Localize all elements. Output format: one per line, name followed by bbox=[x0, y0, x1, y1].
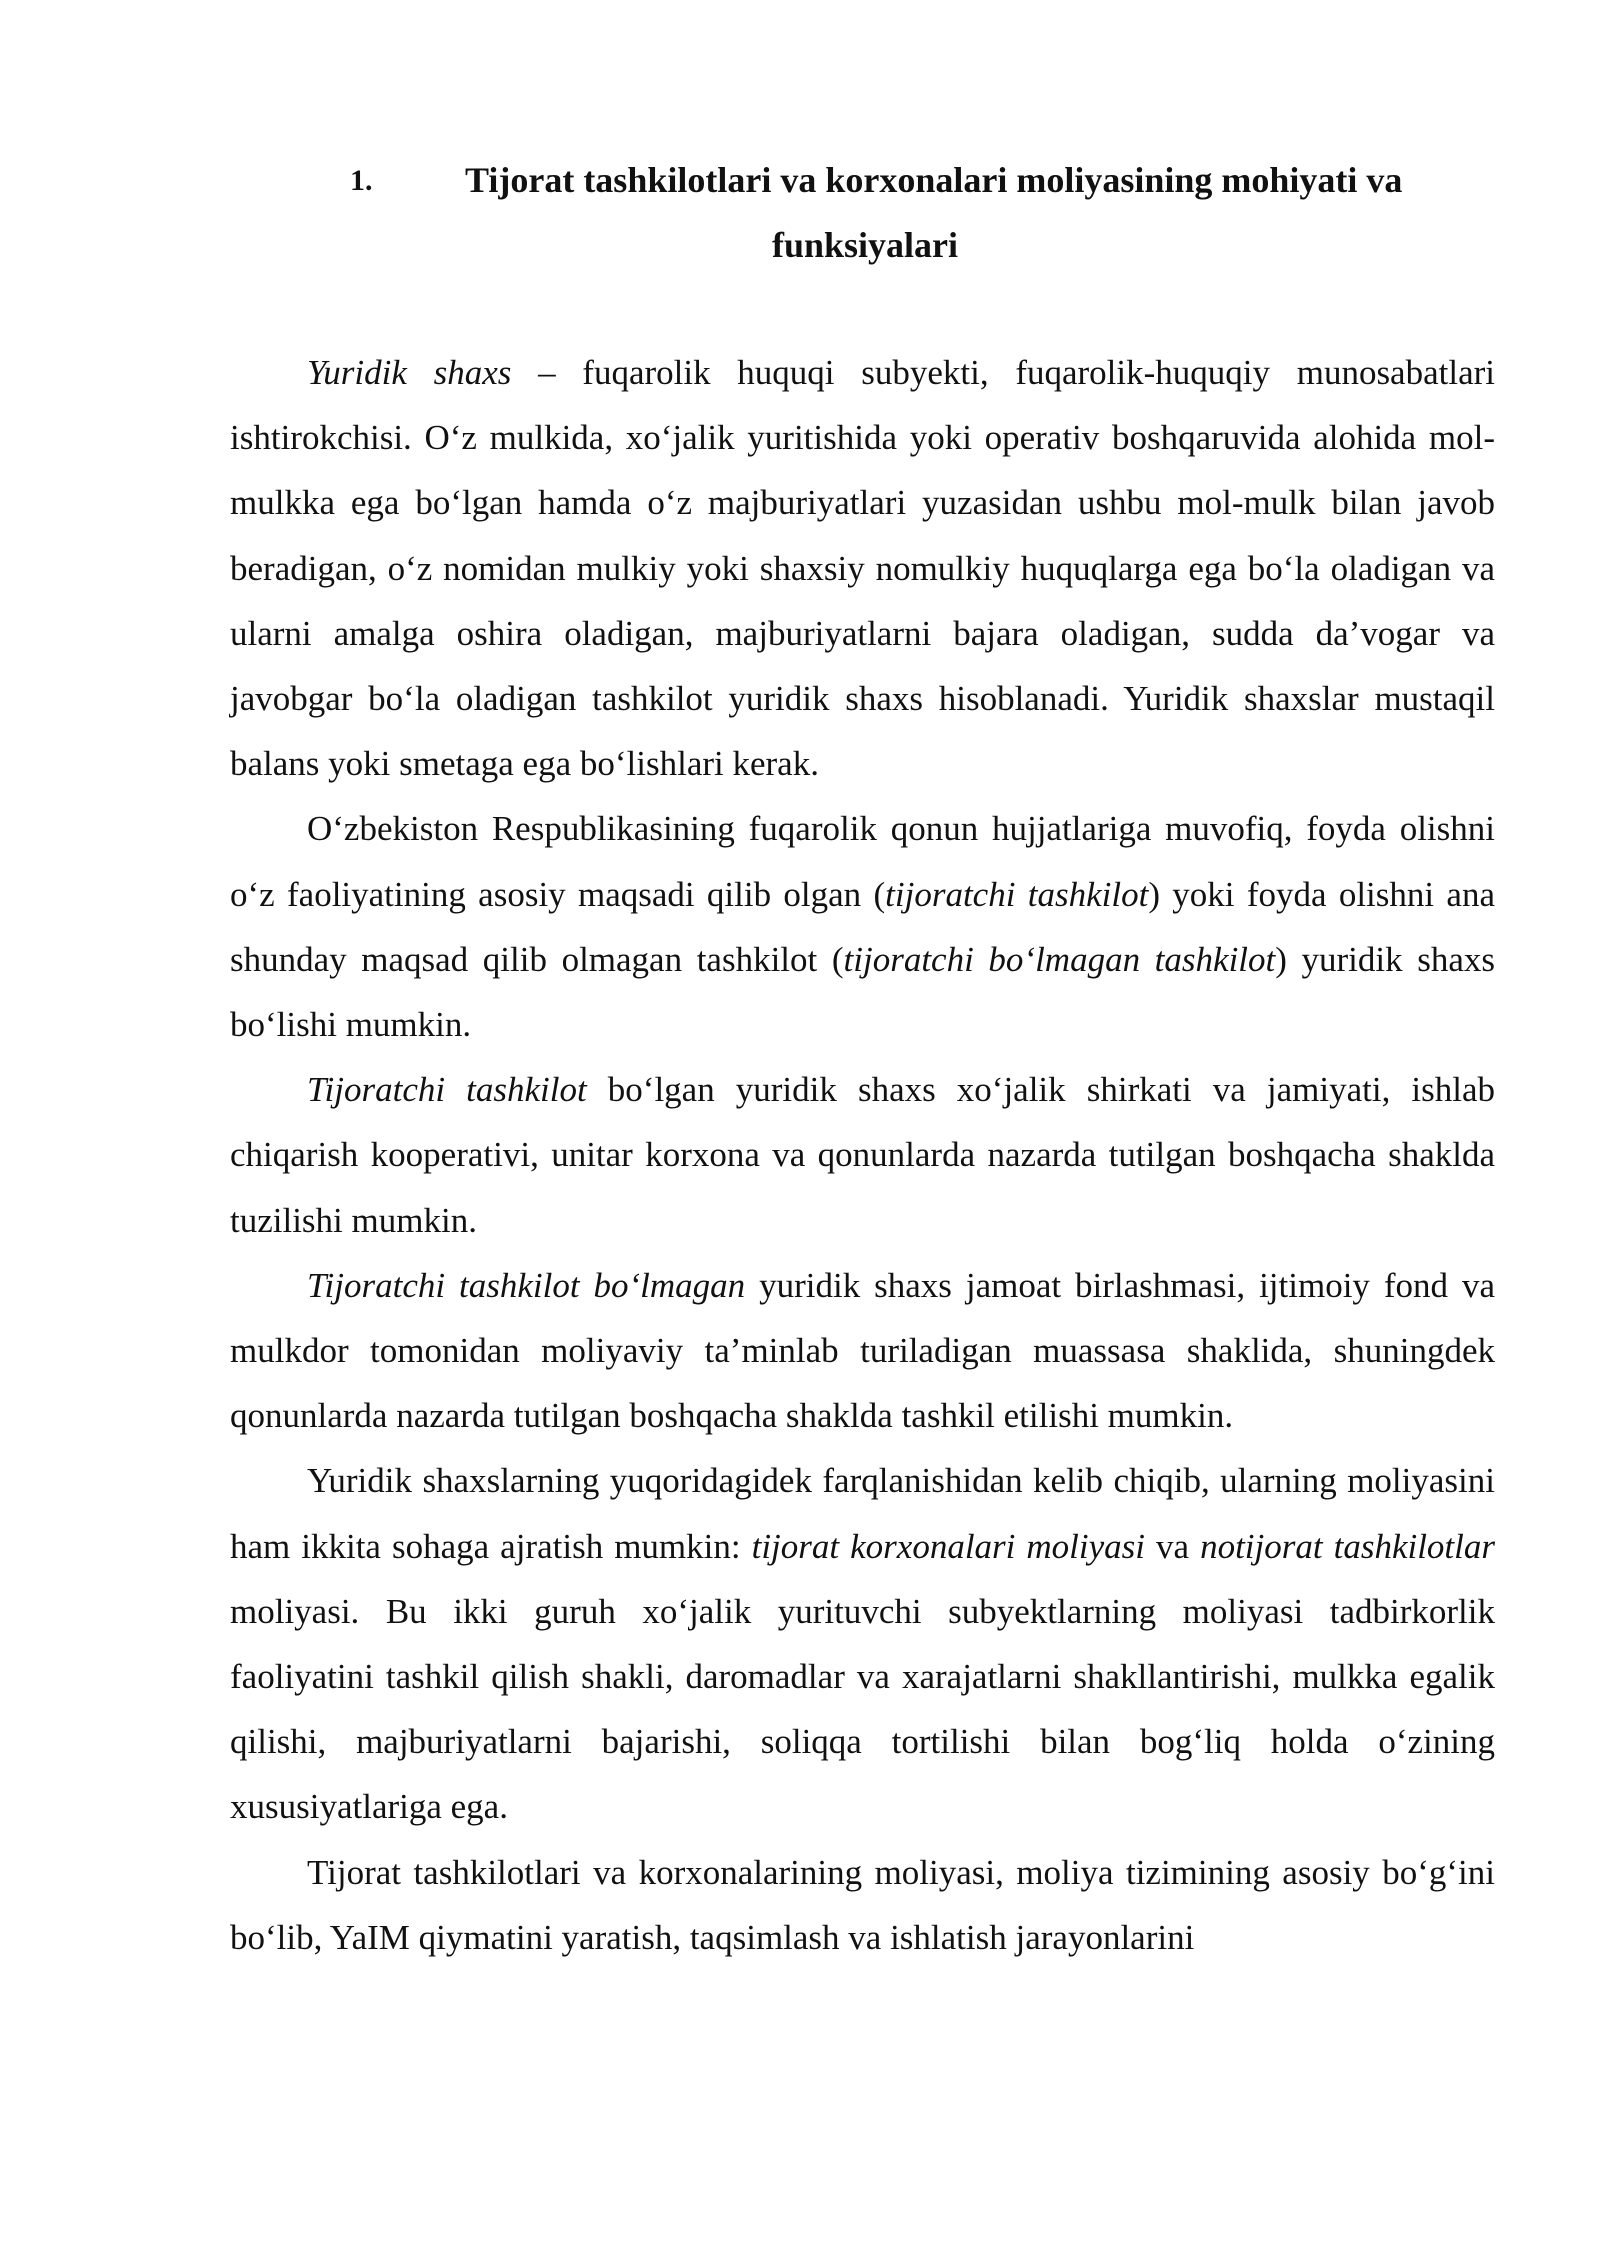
paragraph-text: ) yoki foyda olishni ana shunday maqsad qilib olmagan tashkilot ( bbox=[230, 874, 1496, 979]
paragraph-text: O‘zbekiston Respublikasining fuqarolik qonun hujjatlariga muvofiq, foyda olishni o‘z faoliyatining asosiy maqsadi qilib olgan ( bbox=[230, 809, 1495, 914]
paragraph-text: moliyasi. Bu ikki guruh xo‘jalik yurituvchi subyektlarning moliyasi tadbirkorlik faoliyatini tashkil qilish shakli, daromadlar va xarajatlarni shakllantirishi, mulkka egalik qilishi, majburiyatlarni bajarishi, soliqqa tortilishi bilan bog‘liq holda o‘zining xususiyatlariga ega. bbox=[230, 1591, 1495, 1827]
italic-term: Tijoratchi tashkilot bo‘lmagan bbox=[307, 1265, 746, 1305]
paragraph-5 bbox=[230, 1448, 1495, 1839]
paragraph-text: va bbox=[1145, 1526, 1201, 1566]
paragraph-3 bbox=[230, 1057, 1495, 1253]
italic-term: notijorat tashkilotlar bbox=[1200, 1526, 1495, 1566]
italic-term: Yuridik shaxs bbox=[307, 353, 512, 392]
paragraph-text: Tijorat tashkilotlari va korxonalarining moliyasi, moliya tizimining asosiy bo‘g‘ini bo‘lib, YaIM qiymatini yaratish, taqsimlash va ishlatish jarayonlarini bbox=[230, 1852, 1495, 1957]
italic-term: Tijoratchi tashkilot bbox=[307, 1070, 587, 1110]
paragraph-2 bbox=[230, 796, 1495, 1057]
section-number: 1. bbox=[350, 164, 373, 197]
section-title-line-2: funksiyalari bbox=[771, 225, 959, 265]
paragraph-text: bo‘lgan yuridik shaxs xo‘jalik shirkati va jamiyati, ishlab chiqarish kooperativi, unitar korxona va qonunlarda nazarda tutilgan boshqacha shaklda tuzilishi mumkin. bbox=[230, 1070, 1496, 1240]
italic-term: tijoratchi bo‘lmagan tashkilot bbox=[843, 939, 1276, 979]
body-text bbox=[230, 340, 1495, 1970]
paragraph-text: yuridik shaxs jamoat birlashmasi, ijtimoiy fond va mulkdor tomonidan moliyaviy ta’minlab turiladigan muassasa shaklida, shuningdek qonunlarda nazarda tutilgan boshqacha shaklda tashkil etilishi mumkin. bbox=[230, 1265, 1495, 1436]
paragraph-4 bbox=[230, 1253, 1495, 1449]
italic-term: tijorat korxonalari moliyasi bbox=[751, 1526, 1146, 1566]
paragraph-text: Yuridik shaxslarning yuqoridagidek farqlanishidan kelib chiqib, ularning moliyasini ham ikkita sohaga ajratish mumkin: bbox=[230, 1461, 1495, 1566]
italic-term: tijoratchi tashkilot bbox=[885, 874, 1149, 914]
paragraph-text: – fuqarolik huquqi subyekti, fuqarolik-huquqiy munosabatlari ishtirokchisi. O‘z mulkida, xo‘jalik yuritishida yoki operativ boshqaruvida alohida mol-mulkka ega bo‘lgan hamda o‘z majburiyatlari yuzasidan ushbu mol-mulk bilan javob beradigan, o‘z nomidan mulkiy yoki shaxsiy nomulkiy huquqlarga ega bo‘la oladigan va ularni amalga oshira oladigan, majburiyatlarni bajara oladigan, sudda da’vogar va javobgar bo‘la oladigan tashkilot yuridik shaxs hisoblanadi. Yuridik shaxslar mustaqil balans yoki smetaga ega bo‘lishlari kerak. bbox=[230, 353, 1495, 784]
section-title-line-1: Tijorat tashkilotlari va korxonalari moliyasining mohiyati va bbox=[465, 160, 1403, 200]
paragraph-1 bbox=[230, 340, 1495, 796]
paragraph-text: ) yuridik shaxs bo‘lishi mumkin. bbox=[230, 939, 1496, 1045]
paragraph-6 bbox=[230, 1840, 1495, 1970]
